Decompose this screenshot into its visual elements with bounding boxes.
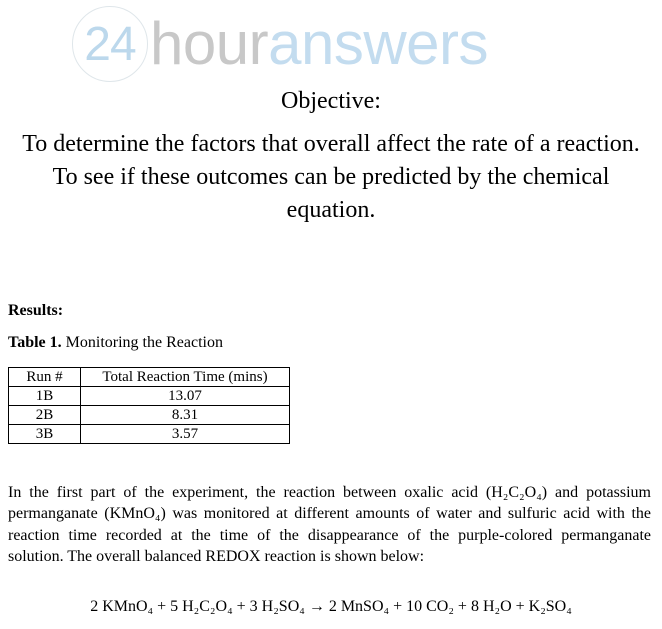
table-row [9, 406, 290, 425]
paragraph-part-2: ) and potassium permanganate ( [8, 484, 651, 523]
equation-reactants: 2 KMnO₄ + 5 H₂C₂O₄ + 3 H₂SO₄ [90, 598, 305, 615]
watermark-word-hour: hour [150, 10, 269, 77]
watermark-word-answers: answers [268, 10, 489, 77]
header-run: Run # [9, 368, 81, 387]
table-caption [8, 334, 223, 352]
paragraph-part-3: ) was monitored at different amounts of water and sulfuric acid with the reaction time recorded at the time of the disappearance of the purple-colored permanganate solution. The overall balanced REDOX reaction is shown below: [8, 505, 651, 566]
cell-time: 8.31 [81, 406, 290, 425]
cell-run: 1B [9, 387, 81, 406]
cell-run: 2B [9, 406, 81, 425]
paragraph-part-1: In the first part of the experiment, the reaction between oxalic acid ( [8, 484, 492, 501]
table-row [9, 387, 290, 406]
results-label: Results: [8, 302, 64, 319]
watermark-circle [72, 6, 148, 82]
oxalic-acid-formula: H₂C₂O₄ [491, 484, 542, 501]
equation-products: 2 MnSO₄ + 10 CO₂ + 8 H₂O + K₂SO₄ [328, 598, 572, 615]
watermark-logo [72, 6, 488, 82]
cell-run: 3B [9, 425, 81, 444]
table-row [9, 425, 290, 444]
watermark-wordmark [150, 10, 489, 77]
reaction-arrow-icon: → [308, 598, 325, 615]
cell-time: 13.07 [81, 387, 290, 406]
watermark-number: 24 [84, 17, 136, 71]
table-header-row [9, 368, 290, 387]
reaction-table [8, 367, 290, 444]
cell-time: 3.57 [81, 425, 290, 444]
redox-equation [0, 598, 662, 616]
header-time: Total Reaction Time (mins) [81, 368, 290, 387]
objective-text: To determine the factors that overall affect the rate of a reaction. To see if these outcomes can be predicted by the chemical equation. [22, 131, 640, 223]
experiment-paragraph [8, 482, 651, 568]
permanganate-formula: KMnO₄ [109, 505, 161, 523]
objective-heading: Objective: [281, 88, 381, 114]
table-caption-title: Monitoring the Reaction [61, 334, 223, 351]
table-caption-number: Table 1. [8, 334, 62, 351]
